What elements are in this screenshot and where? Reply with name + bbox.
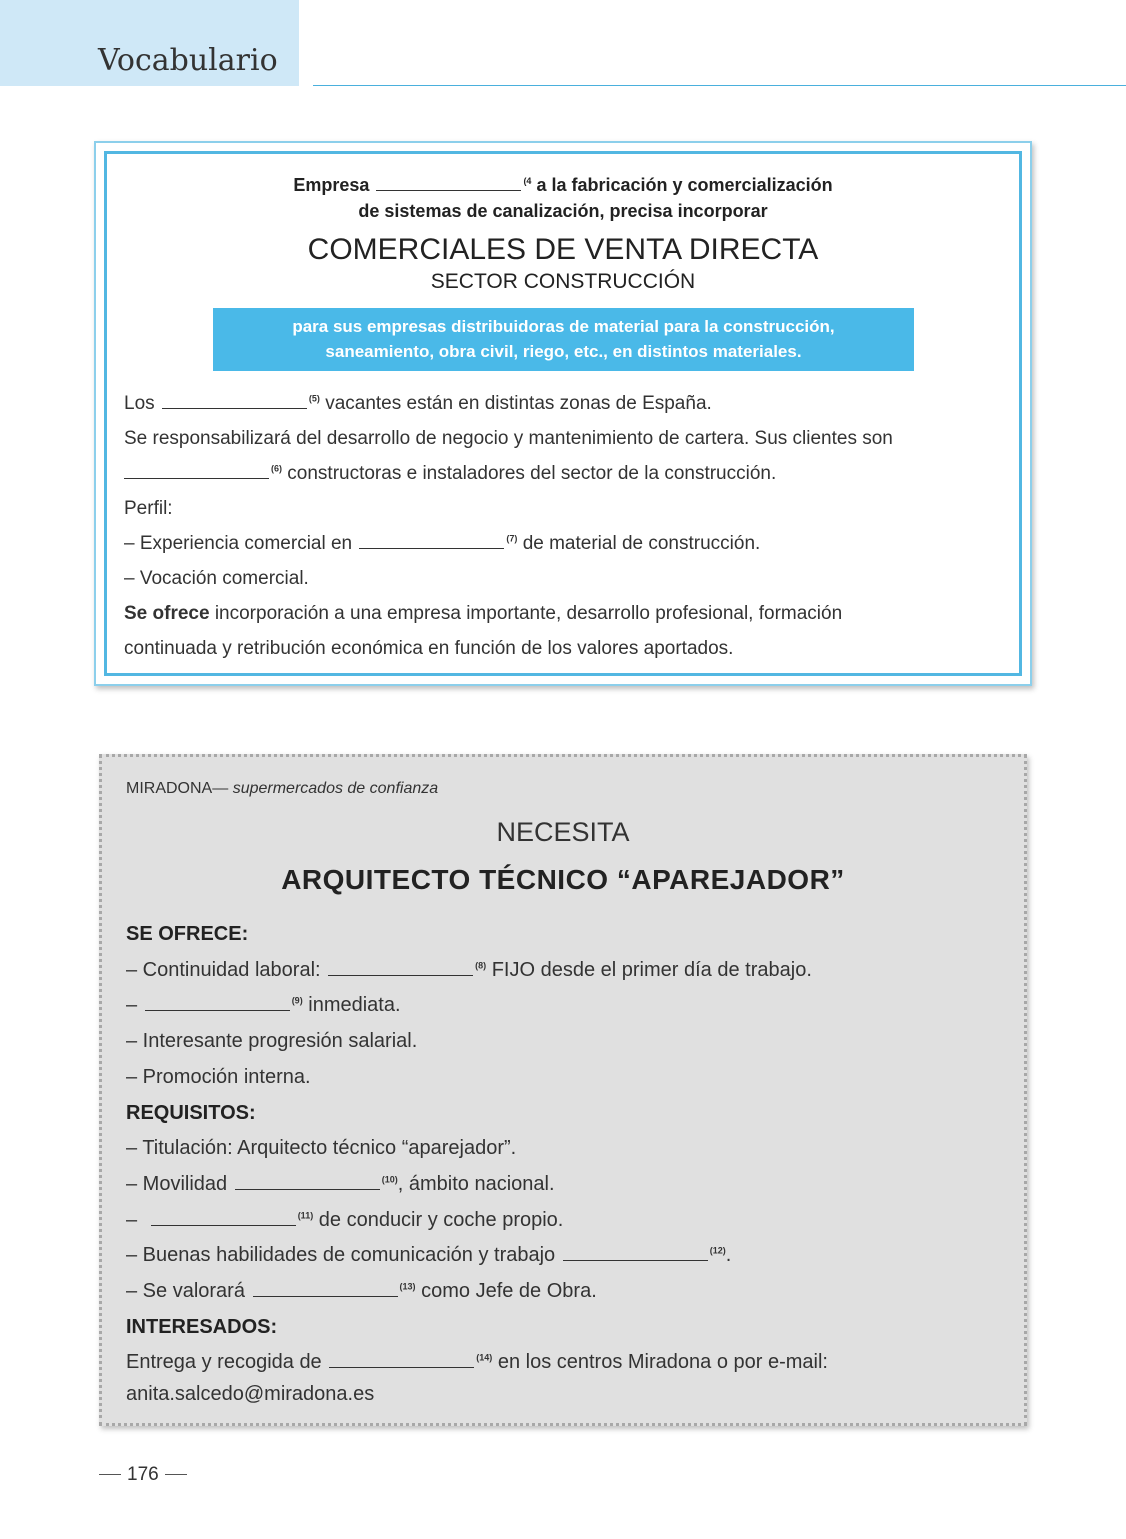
r5-after: como Jefe de Obra. [421,1280,597,1303]
ad1-intro-text: Empresa [293,175,370,195]
ad2-r5 [126,1274,1000,1310]
note-13: (13) [399,1281,416,1292]
blank-10 [235,1188,380,1190]
ad2-l4: – Promoción interna. [126,1065,311,1088]
ad2-r2 [126,1167,1000,1203]
note-6: (6) [271,463,282,474]
blank-9 [145,1009,290,1011]
blank-8 [328,974,473,976]
ad1-p3 [124,526,1002,561]
blank-6 [124,477,269,479]
ad1-ofrece-line1 [124,596,1002,631]
page-number: 176 [127,1464,159,1485]
ad1-p2-line2 [124,456,1002,491]
blank-14 [329,1366,474,1368]
ad2-l1 [126,953,1000,989]
r3-after: de conducir y coche propio. [318,1208,564,1231]
ad2-necesita: NECESITA [496,817,630,847]
ad1-ofrece-line2: continuada y retribución económica en función de los valores aportados. [124,638,734,659]
ad2-interesados: INTERESADOS: [126,1315,278,1338]
note-11: (11) [297,1209,314,1220]
ad1-intro-text-after: a la fabricación y comercialización [536,175,833,195]
ad2-company-line [126,779,438,799]
band-line2: saneamiento, obra civil, riego, etc., en distintos materiales. [325,342,802,361]
note-9: (9) [291,995,303,1006]
ad2-email: anita.salcedo@miradona.es [126,1383,375,1406]
blank-5 [162,407,307,409]
ofrece-line1: incorporación a una empresa importante, desarrollo profesional, formación [214,603,843,624]
blank-13 [253,1295,398,1297]
note-14: (14) [476,1352,493,1363]
p3-after: de material de construcción. [522,533,761,554]
ad2-requisitos: REQUISITOS: [126,1101,256,1124]
ad2-body [126,917,1000,1407]
r2-before: – Movilidad [126,1172,228,1195]
ad1-title: COMERCIALES DE VENTA DIRECTA [307,233,819,266]
ofrece-bold: Se ofrece [124,603,210,624]
r4-before: – Buenas habilidades de comunicación y trabajo [126,1244,556,1267]
l1-before: – Continuidad laboral: [126,958,321,981]
header-rule [313,85,1126,86]
l2-after: inmediata. [308,994,401,1017]
p1-after: vacantes están en distintas zonas de España. [325,393,712,414]
ad2-title: ARQUITECTO TÉCNICO “APAREJADOR” [281,864,845,895]
blank-11 [151,1224,296,1226]
ad1-intro-line2: de sistemas de canalización, precisa incorporar [358,201,768,221]
job-ad-aparejador [99,754,1027,1426]
ad1-p4: – Vocación comercial. [124,568,309,589]
blank-4 [376,189,521,191]
page-footer [99,1463,193,1487]
ad1-perfil: Perfil: [124,498,173,519]
ad2-l2 [126,988,1000,1024]
ad2-r1: – Titulación: Arquitecto técnico “aparejador”. [126,1137,517,1160]
ad1-subtitle: SECTOR CONSTRUCCIÓN [430,270,696,293]
ad1-p2-line1: Se responsabilizará del desarrollo de negocio y mantenimiento de cartera. Sus clientes son [124,428,893,449]
l2-before: – [126,994,138,1017]
ad2-i1 [126,1345,1000,1381]
ad1-highlight-band [213,308,914,371]
r4-after: . [725,1244,732,1267]
ad2-l3: – Interesante progresión salarial. [126,1030,418,1053]
ad2-company: MIRADONA— [126,780,229,797]
ad1-inner-frame [104,151,1022,676]
footer-dash-right [165,1474,187,1475]
ad1-intro [107,172,1019,224]
p3-before: – Experiencia comercial en [124,533,353,554]
r3-before: – [126,1208,138,1231]
job-ad-comerciales [94,141,1032,686]
note-5: (5) [308,393,320,404]
band-line1: para sus empresas distribuidoras de material para la construcción, [292,317,835,336]
footer-dash-left [99,1474,121,1475]
ad2-r4 [126,1238,1000,1274]
note-7: (7) [506,533,518,544]
ad2-r3 [126,1203,1000,1239]
note-12: (12) [709,1245,726,1256]
p1-before: Los [124,393,155,414]
note-8: (8) [475,960,487,971]
p2-after: constructoras e instaladores del sector de la construcción. [287,463,777,484]
ad1-p1 [124,386,1002,421]
section-title: Vocabulario [98,43,278,78]
blank-12 [563,1259,708,1261]
note-10: (10) [381,1174,398,1185]
i1-before: Entrega y recogida de [126,1351,322,1374]
l1-after: FIJO desde el primer día de trabajo. [491,958,812,981]
ad2-tagline: supermercados de confianza [232,780,439,797]
blank-7 [359,547,504,549]
r2-after: , ámbito nacional. [397,1172,555,1195]
note-4: (4 [523,176,532,186]
r5-before: – Se valorará [126,1280,245,1303]
i1-after: en los centros Miradona o por e-mail: [497,1351,828,1374]
ad1-body [124,386,1002,666]
ad2-se-ofrece: SE OFRECE: [126,923,249,945]
